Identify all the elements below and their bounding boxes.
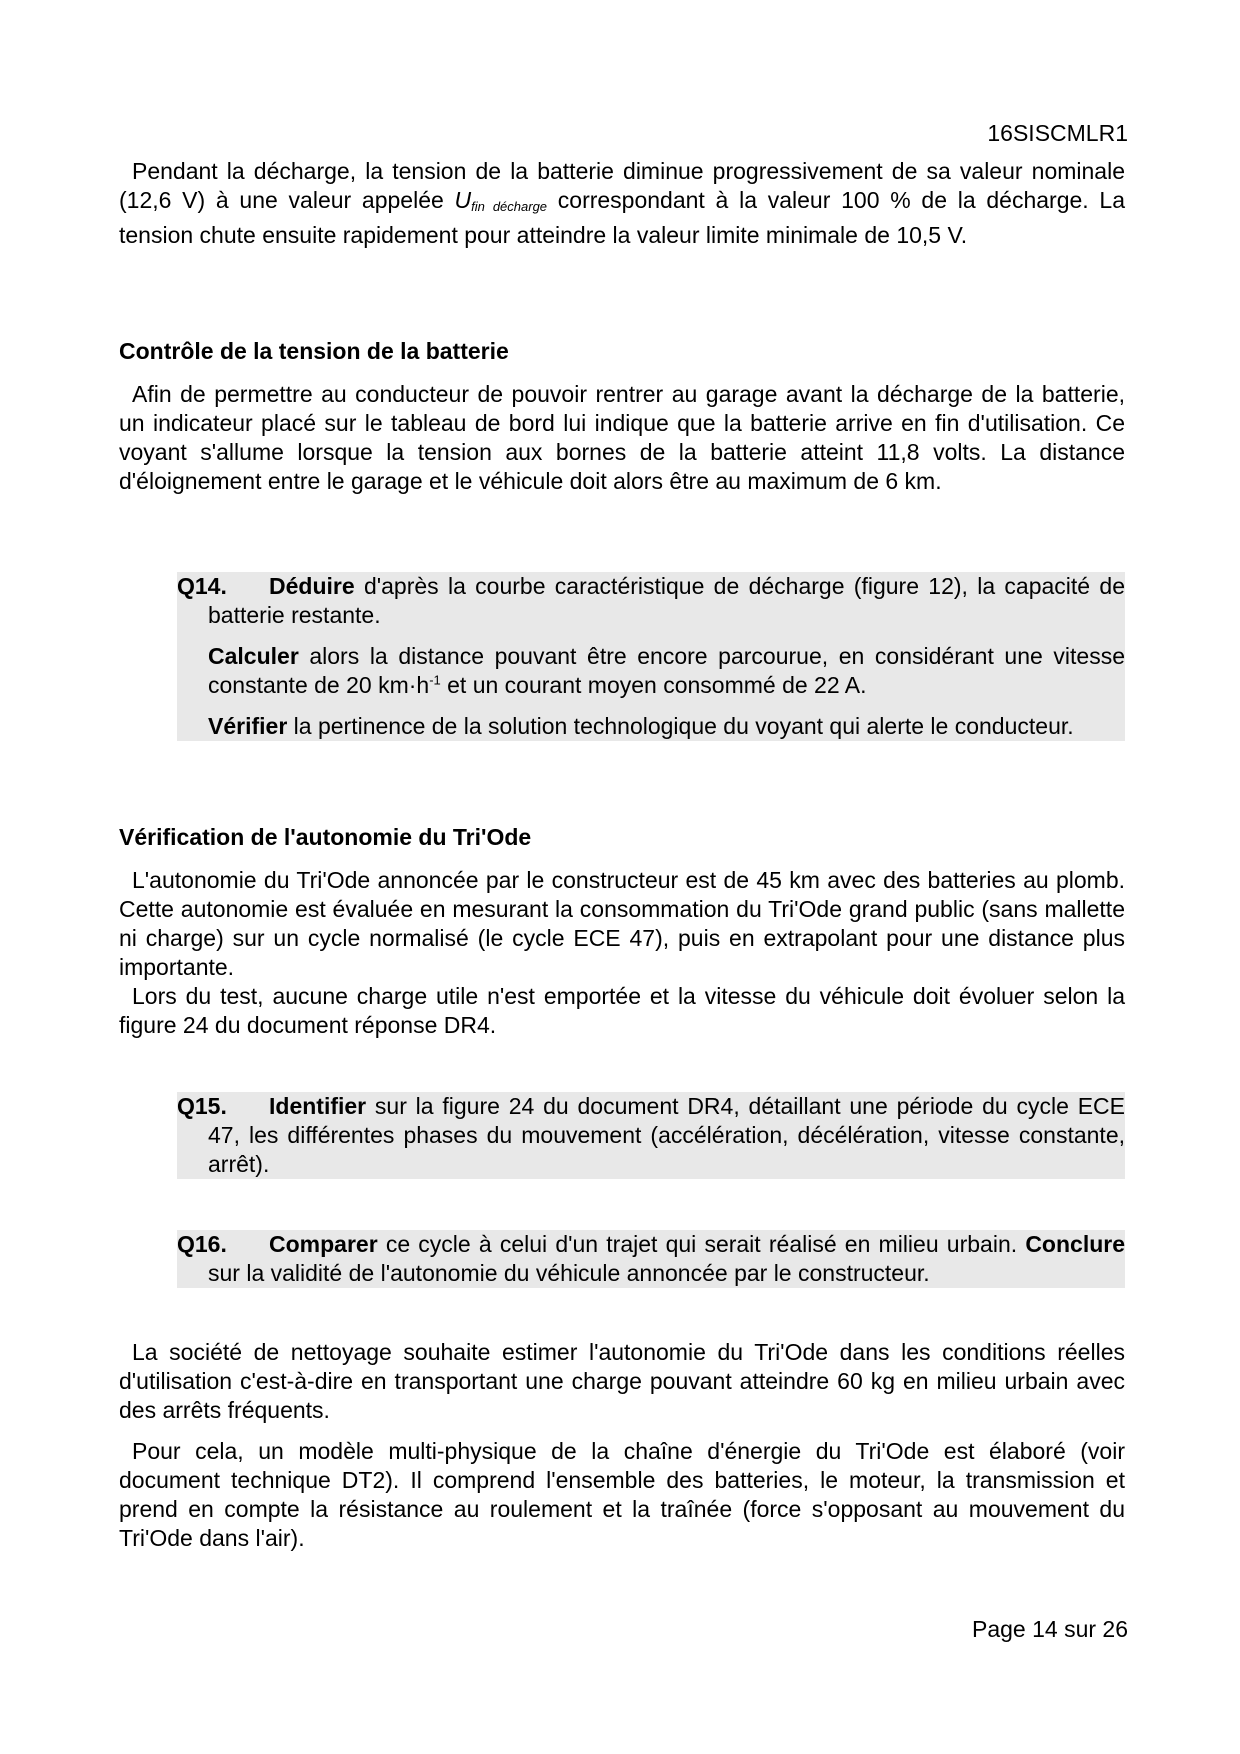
q16-verb-conclure: Conclure: [1025, 1231, 1125, 1257]
intro-text-b: correspondant à la valeur 100 % de la décharge. La tension chute ensuite rapidement pour atteindre la valeur limite minimale de 10,5 V.: [119, 187, 1125, 248]
q15-verb-identifier: Identifier: [269, 1093, 367, 1119]
q16-verb-comparer: Comparer: [269, 1231, 378, 1257]
intro-text-a: Pendant la décharge, la tension de la batterie diminue progressivement de sa valeur nominale (12,6 V) à une valeur appelée: [119, 158, 1125, 213]
question-q15: [177, 1092, 1125, 1179]
page-number: Page 14 sur 26: [971, 1616, 1128, 1642]
question-q16: [177, 1230, 1125, 1288]
voltage-symbol: U: [454, 187, 472, 213]
q14-text2b: et un courant moyen consommé de 22 A.: [440, 672, 867, 698]
q14-verb-calculer: Calculer: [208, 643, 299, 669]
q16-text2: sur la validité de l'autonomie du véhicule annoncée par le constructeur.: [208, 1260, 930, 1286]
q14-text2a: alors la distance pouvant être encore parcourue, en considérant une vitesse constante de 20 km·h: [208, 643, 1125, 698]
voltage-subscript: fin décharge: [471, 199, 548, 214]
q15-number: Q15.: [177, 1093, 227, 1119]
document-code: 16SISCMLR1: [987, 120, 1128, 146]
q16-text: [177, 1230, 1125, 1288]
q14-verb-deduire: Déduire: [269, 573, 355, 599]
q14-number: Q14.: [177, 573, 227, 599]
q14-part1: [177, 572, 1125, 630]
q15-text1: sur la figure 24 du document DR4, détaillant une période du cycle ECE 47, les différentes phases du mouvement (accélération, décélération, vitesse constante, arrêt).: [208, 1093, 1125, 1177]
closing-paragraph-2: Pour cela, un modèle multi-physique de la chaîne d'énergie du Tri'Ode est élaboré (voir document technique DT2). Il comprend l'ensemble des batteries, le moteur, la transmission et prend en compte la résistance au roulement et la traînée (force s'opposant au mouvement du Tri'Ode dans l'air).: [119, 1438, 1125, 1551]
q16-text1: ce cycle à celui d'un trajet qui serait réalisé en milieu urbain.: [377, 1231, 1026, 1257]
section-heading-autonomy: Vérification de l'autonomie du Tri'Ode: [119, 824, 532, 850]
q14-part3: [177, 712, 1125, 741]
q14-verb-verifier: Vérifier: [208, 713, 288, 739]
q14-part2: [177, 642, 1125, 700]
closing-paragraph-1: La société de nettoyage souhaite estimer l'autonomie du Tri'Ode dans les conditions réelles d'utilisation c'est-à-dire en transportant une charge pouvant atteindre 60 kg en milieu urbain avec des arrêts fréquents.: [119, 1339, 1125, 1423]
q16-number: Q16.: [177, 1231, 227, 1257]
intro-paragraph: [119, 157, 1125, 250]
question-q14: [177, 572, 1125, 741]
section-heading-battery-voltage: Contrôle de la tension de la batterie: [119, 338, 509, 364]
q14-exponent: -1: [429, 672, 441, 688]
q15-text: [177, 1092, 1125, 1179]
q14-text1: d'après la courbe caractéristique de décharge (figure 12), la capacité de batterie restante.: [208, 573, 1125, 628]
autonomy-paragraph-2: Lors du test, aucune charge utile n'est emportée et la vitesse du véhicule doit évoluer selon la figure 24 du document réponse DR4.: [119, 983, 1125, 1038]
battery-control-paragraph: Afin de permettre au conducteur de pouvoir rentrer au garage avant la décharge de la batterie, un indicateur placé sur le tableau de bord lui indique que la batterie arrive en fin d'utilisation. Ce voyant s'allume lorsque la tension aux bornes de la batterie atteint 11,8 volts. La distance d'éloignement entre le garage et le véhicule doit alors être au maximum de 6 km.: [119, 381, 1125, 494]
q14-text3: la pertinence de la solution technologique du voyant qui alerte le conducteur.: [287, 713, 1074, 739]
autonomy-paragraph-1: L'autonomie du Tri'Ode annoncée par le constructeur est de 45 km avec des batteries au plomb. Cette autonomie est évaluée en mesurant la consommation du Tri'Ode grand public (sans mallette ni charge) sur un cycle normalisé (le cycle ECE 47), puis en extrapolant pour une distance plus importante.: [119, 867, 1125, 980]
